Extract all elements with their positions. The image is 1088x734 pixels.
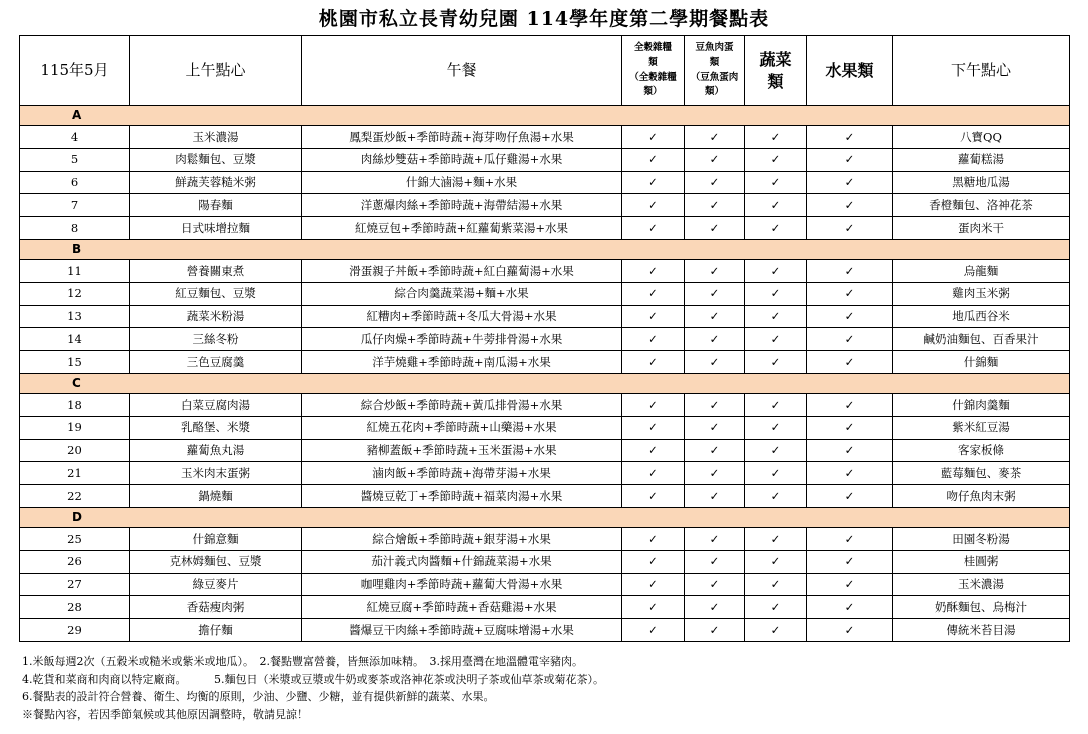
fruit-check-icon: ✓ xyxy=(807,171,893,194)
lunch-cell: 滑蛋親子丼飯+季節時蔬+紅白蘿蔔湯+水果 xyxy=(302,259,622,282)
morning-snack-cell: 白菜豆腐肉湯 xyxy=(130,393,302,416)
lunch-cell: 肉絲炒雙菇+季節時蔬+瓜仔雞湯+水果 xyxy=(302,148,622,171)
grains-header-l3: （全穀雜糧 xyxy=(629,71,677,83)
lunch-cell: 綜合肉羹蔬菜湯+麵+水果 xyxy=(302,282,622,305)
notes xyxy=(22,653,1072,723)
protein-check-icon: ✓ xyxy=(685,171,745,194)
grains-check-icon: ✓ xyxy=(622,573,685,596)
grains-check-icon: ✓ xyxy=(622,416,685,439)
protein-check-icon: ✓ xyxy=(685,282,745,305)
week-row xyxy=(20,106,1070,126)
afternoon-snack-cell: 什錦麵 xyxy=(893,351,1070,374)
grains-check-icon: ✓ xyxy=(622,527,685,550)
table-row xyxy=(20,259,1070,282)
fruit-check-icon: ✓ xyxy=(807,527,893,550)
date-cell: 25 xyxy=(20,527,130,550)
table-row xyxy=(20,282,1070,305)
table-row xyxy=(20,171,1070,194)
afternoon-snack-cell: 奶酥麵包、烏梅汁 xyxy=(893,596,1070,619)
vegetable-check-icon: ✓ xyxy=(745,259,807,282)
fruit-header: 水果類 xyxy=(807,36,893,106)
protein-header-l4: 類） xyxy=(704,86,724,98)
date-cell: 8 xyxy=(20,217,130,240)
protein-check-icon: ✓ xyxy=(685,439,745,462)
week-row xyxy=(20,507,1070,527)
protein-check-icon: ✓ xyxy=(685,217,745,240)
fruit-check-icon: ✓ xyxy=(807,259,893,282)
vegetable-check-icon: ✓ xyxy=(745,171,807,194)
grains-header xyxy=(622,36,685,106)
protein-check-icon: ✓ xyxy=(685,550,745,573)
morning-snack-cell: 鍋燒麵 xyxy=(130,485,302,508)
lunch-cell: 滷肉飯+季節時蔬+海帶芽湯+水果 xyxy=(302,462,622,485)
table-row xyxy=(20,328,1070,351)
protein-check-icon: ✓ xyxy=(685,619,745,642)
morning-snack-cell: 玉米肉末蛋粥 xyxy=(130,462,302,485)
fruit-check-icon: ✓ xyxy=(807,619,893,642)
date-cell: 15 xyxy=(20,351,130,374)
date-cell: 26 xyxy=(20,550,130,573)
protein-check-icon: ✓ xyxy=(685,259,745,282)
vegetable-check-icon: ✓ xyxy=(745,148,807,171)
lunch-cell: 紅燒豆腐+季節時蔬+香菇雞湯+水果 xyxy=(302,596,622,619)
meal-table-body xyxy=(20,106,1070,642)
meal-table xyxy=(19,35,1070,642)
date-cell: 11 xyxy=(20,259,130,282)
morning-snack-cell: 日式味增拉麵 xyxy=(130,217,302,240)
protein-check-icon: ✓ xyxy=(685,416,745,439)
morning-snack-cell: 紅豆麵包、豆漿 xyxy=(130,282,302,305)
note-line: 4.乾貨和菜商和肉商以特定廠商。 5.麵包日（米漿或豆漿或牛奶或麥茶或洛神花茶或決明子茶或仙草茶或菊花茶）。 xyxy=(22,672,604,686)
afternoon-snack-cell: 紫米紅豆湯 xyxy=(893,416,1070,439)
date-cell: 19 xyxy=(20,416,130,439)
morning-snack-cell: 鮮蔬芙蓉糙米粥 xyxy=(130,171,302,194)
week-label: D xyxy=(20,507,1070,527)
date-cell: 14 xyxy=(20,328,130,351)
vegetable-check-icon: ✓ xyxy=(745,305,807,328)
lunch-cell: 什錦大滷湯+麵+水果 xyxy=(302,171,622,194)
fruit-check-icon: ✓ xyxy=(807,393,893,416)
lunch-cell: 醬燒豆乾丁+季節時蔬+福菜肉湯+水果 xyxy=(302,485,622,508)
morning-snack-cell: 營養關東煮 xyxy=(130,259,302,282)
vegetable-check-icon: ✓ xyxy=(745,573,807,596)
table-row xyxy=(20,485,1070,508)
table-row xyxy=(20,596,1070,619)
fruit-check-icon: ✓ xyxy=(807,148,893,171)
lunch-cell: 豬柳蓋飯+季節時蔬+玉米蛋湯+水果 xyxy=(302,439,622,462)
morning-snack-cell: 陽春麵 xyxy=(130,194,302,217)
table-row xyxy=(20,351,1070,374)
table-row xyxy=(20,217,1070,240)
protein-header-l3: （豆魚蛋肉 xyxy=(690,71,739,83)
week-row xyxy=(20,239,1070,259)
morning-snack-cell: 玉米濃湯 xyxy=(130,126,302,149)
table-row xyxy=(20,126,1070,149)
fruit-check-icon: ✓ xyxy=(807,573,893,596)
grains-check-icon: ✓ xyxy=(622,259,685,282)
afternoon-snack-cell: 雞肉玉米粥 xyxy=(893,282,1070,305)
protein-check-icon: ✓ xyxy=(685,194,745,217)
afternoon-snack-cell: 黑糖地瓜湯 xyxy=(893,171,1070,194)
date-cell: 20 xyxy=(20,439,130,462)
fruit-check-icon: ✓ xyxy=(807,485,893,508)
afternoon-snack-cell: 蛋肉米干 xyxy=(893,217,1070,240)
afternoon-snack-cell: 桂圓粥 xyxy=(893,550,1070,573)
morning-snack-cell: 克林姆麵包、豆漿 xyxy=(130,550,302,573)
vegetable-check-icon: ✓ xyxy=(745,351,807,374)
vegetable-check-icon: ✓ xyxy=(745,328,807,351)
vegetable-check-icon: ✓ xyxy=(745,416,807,439)
table-row xyxy=(20,393,1070,416)
vegetable-check-icon: ✓ xyxy=(745,439,807,462)
afternoon-snack-header: 下午點心 xyxy=(893,36,1070,106)
grains-check-icon: ✓ xyxy=(622,393,685,416)
morning-snack-cell: 擔仔麵 xyxy=(130,619,302,642)
morning-snack-header: 上午點心 xyxy=(130,36,302,106)
protein-check-icon: ✓ xyxy=(685,393,745,416)
vegetable-check-icon: ✓ xyxy=(745,596,807,619)
table-row xyxy=(20,527,1070,550)
note-line: ※餐點內容，若因季節氣候或其他原因調整時，敬請見諒！ xyxy=(22,707,308,721)
afternoon-snack-cell: 吻仔魚肉末粥 xyxy=(893,485,1070,508)
protein-header-l2: 類 xyxy=(709,56,720,68)
table-row xyxy=(20,194,1070,217)
header-row xyxy=(20,36,1070,106)
fruit-check-icon: ✓ xyxy=(807,282,893,305)
table-row xyxy=(20,550,1070,573)
fruit-check-icon: ✓ xyxy=(807,596,893,619)
lunch-cell: 瓜仔肉燥+季節時蔬+牛蒡排骨湯+水果 xyxy=(302,328,622,351)
vegetable-check-icon: ✓ xyxy=(745,126,807,149)
lunch-cell: 咖哩雞肉+季節時蔬+蘿蔔大骨湯+水果 xyxy=(302,573,622,596)
grains-check-icon: ✓ xyxy=(622,439,685,462)
table-row xyxy=(20,462,1070,485)
lunch-cell: 醬爆豆干肉絲+季節時蔬+豆腐味增湯+水果 xyxy=(302,619,622,642)
grains-check-icon: ✓ xyxy=(622,550,685,573)
grains-check-icon: ✓ xyxy=(622,485,685,508)
grains-check-icon: ✓ xyxy=(622,462,685,485)
date-cell: 4 xyxy=(20,126,130,149)
fruit-check-icon: ✓ xyxy=(807,439,893,462)
date-cell: 22 xyxy=(20,485,130,508)
date-cell: 12 xyxy=(20,282,130,305)
table-row xyxy=(20,573,1070,596)
lunch-cell: 紅糟肉+季節時蔬+冬瓜大骨湯+水果 xyxy=(302,305,622,328)
table-row xyxy=(20,305,1070,328)
afternoon-snack-cell: 烏龍麵 xyxy=(893,259,1070,282)
week-label: B xyxy=(20,239,1070,259)
afternoon-snack-cell: 傳統米苔目湯 xyxy=(893,619,1070,642)
fruit-check-icon: ✓ xyxy=(807,194,893,217)
week-label: C xyxy=(20,373,1070,393)
grains-check-icon: ✓ xyxy=(622,305,685,328)
vegetable-header-l2: 類 xyxy=(767,71,784,91)
protein-check-icon: ✓ xyxy=(685,485,745,508)
vegetable-check-icon: ✓ xyxy=(745,282,807,305)
table-row xyxy=(20,619,1070,642)
morning-snack-cell: 三絲冬粉 xyxy=(130,328,302,351)
protein-check-icon: ✓ xyxy=(685,148,745,171)
morning-snack-cell: 香菇瘦肉粥 xyxy=(130,596,302,619)
lunch-cell: 紅燒五花肉+季節時蔬+山藥湯+水果 xyxy=(302,416,622,439)
vegetable-check-icon: ✓ xyxy=(745,462,807,485)
protein-check-icon: ✓ xyxy=(685,328,745,351)
date-cell: 5 xyxy=(20,148,130,171)
morning-snack-cell: 三色豆腐羹 xyxy=(130,351,302,374)
afternoon-snack-cell: 田園冬粉湯 xyxy=(893,527,1070,550)
morning-snack-cell: 蔬菜米粉湯 xyxy=(130,305,302,328)
grains-header-l4: 類） xyxy=(643,86,663,98)
protein-check-icon: ✓ xyxy=(685,351,745,374)
date-cell: 28 xyxy=(20,596,130,619)
protein-header xyxy=(685,36,745,106)
vegetable-check-icon: ✓ xyxy=(745,393,807,416)
lunch-cell: 綜合燴飯+季節時蔬+銀芽湯+水果 xyxy=(302,527,622,550)
lunch-cell: 洋蔥爆肉絲+季節時蔬+海帶結湯+水果 xyxy=(302,194,622,217)
lunch-cell: 紅燒豆包+季節時蔬+紅蘿蔔紫菜湯+水果 xyxy=(302,217,622,240)
page-title: 桃園市私立長青幼兒園 114學年度第二學期餐點表 xyxy=(318,8,770,30)
morning-snack-cell: 乳酪堡、米漿 xyxy=(130,416,302,439)
date-cell: 27 xyxy=(20,573,130,596)
afternoon-snack-cell: 藍莓麵包、麥茶 xyxy=(893,462,1070,485)
vegetable-check-icon: ✓ xyxy=(745,485,807,508)
grains-header-l2: 類 xyxy=(648,56,658,68)
grains-check-icon: ✓ xyxy=(622,126,685,149)
grains-check-icon: ✓ xyxy=(622,171,685,194)
grains-check-icon: ✓ xyxy=(622,351,685,374)
table-row xyxy=(20,439,1070,462)
fruit-check-icon: ✓ xyxy=(807,126,893,149)
fruit-check-icon: ✓ xyxy=(807,328,893,351)
lunch-cell: 茄汁義式肉醬麵+什錦蔬菜湯+水果 xyxy=(302,550,622,573)
week-row xyxy=(20,373,1070,393)
afternoon-snack-cell: 地瓜西谷米 xyxy=(893,305,1070,328)
date-cell: 18 xyxy=(20,393,130,416)
afternoon-snack-cell: 鹹奶油麵包、百香果汁 xyxy=(893,328,1070,351)
fruit-check-icon: ✓ xyxy=(807,462,893,485)
afternoon-snack-cell: 蘿蔔糕湯 xyxy=(893,148,1070,171)
afternoon-snack-cell: 什錦肉羹麵 xyxy=(893,393,1070,416)
vegetable-check-icon: ✓ xyxy=(745,194,807,217)
date-cell: 29 xyxy=(20,619,130,642)
protein-check-icon: ✓ xyxy=(685,573,745,596)
vegetable-check-icon: ✓ xyxy=(745,217,807,240)
vegetable-header-l1: 蔬菜 xyxy=(759,49,792,69)
note-line: 1.米飯每週2次（五穀米或糙米或紫米或地瓜）。 2.餐點豐富營養，皆無添加味精。 3.採用臺灣在地溫體電宰豬肉。 xyxy=(22,655,583,668)
morning-snack-cell: 什錦意麵 xyxy=(130,527,302,550)
fruit-check-icon: ✓ xyxy=(807,351,893,374)
grains-header-l1: 全穀雜糧 xyxy=(633,42,672,54)
protein-header-l1: 豆魚肉蛋 xyxy=(695,42,734,54)
table-row xyxy=(20,416,1070,439)
afternoon-snack-cell: 八寶QQ xyxy=(893,126,1070,149)
grains-check-icon: ✓ xyxy=(622,596,685,619)
grains-check-icon: ✓ xyxy=(622,148,685,171)
lunch-cell: 綜合炒飯+季節時蔬+黃瓜排骨湯+水果 xyxy=(302,393,622,416)
morning-snack-cell: 肉鬆麵包、豆漿 xyxy=(130,148,302,171)
afternoon-snack-cell: 客家板條 xyxy=(893,439,1070,462)
fruit-check-icon: ✓ xyxy=(807,217,893,240)
morning-snack-cell: 綠豆麥片 xyxy=(130,573,302,596)
protein-check-icon: ✓ xyxy=(685,527,745,550)
vegetable-check-icon: ✓ xyxy=(745,550,807,573)
date-cell: 6 xyxy=(20,171,130,194)
date-cell: 21 xyxy=(20,462,130,485)
vegetable-header xyxy=(745,36,807,106)
grains-check-icon: ✓ xyxy=(622,619,685,642)
afternoon-snack-cell: 香橙麵包、洛神花茶 xyxy=(893,194,1070,217)
lunch-header: 午餐 xyxy=(302,36,622,106)
date-cell: 13 xyxy=(20,305,130,328)
vegetable-check-icon: ✓ xyxy=(745,527,807,550)
lunch-cell: 鳳梨蛋炒飯+季節時蔬+海芽吻仔魚湯+水果 xyxy=(302,126,622,149)
protein-check-icon: ✓ xyxy=(685,126,745,149)
fruit-check-icon: ✓ xyxy=(807,416,893,439)
afternoon-snack-cell: 玉米濃湯 xyxy=(893,573,1070,596)
table-row xyxy=(20,148,1070,171)
vegetable-check-icon: ✓ xyxy=(745,619,807,642)
lunch-cell: 洋芋燒雞+季節時蔬+南瓜湯+水果 xyxy=(302,351,622,374)
morning-snack-cell: 蘿蔔魚丸湯 xyxy=(130,439,302,462)
month-header: 115年5月 xyxy=(20,36,130,106)
protein-check-icon: ✓ xyxy=(685,305,745,328)
protein-check-icon: ✓ xyxy=(685,462,745,485)
note-line: 6.餐點表的設計符合營養、衛生、均衡的原則，少油、少鹽、少糖，並有提供新鮮的蔬菜、水果。 xyxy=(22,690,495,703)
week-label: A xyxy=(20,106,1070,126)
grains-check-icon: ✓ xyxy=(622,194,685,217)
fruit-check-icon: ✓ xyxy=(807,305,893,328)
grains-check-icon: ✓ xyxy=(622,217,685,240)
grains-check-icon: ✓ xyxy=(622,328,685,351)
protein-check-icon: ✓ xyxy=(685,596,745,619)
grains-check-icon: ✓ xyxy=(622,282,685,305)
date-cell: 7 xyxy=(20,194,130,217)
fruit-check-icon: ✓ xyxy=(807,550,893,573)
